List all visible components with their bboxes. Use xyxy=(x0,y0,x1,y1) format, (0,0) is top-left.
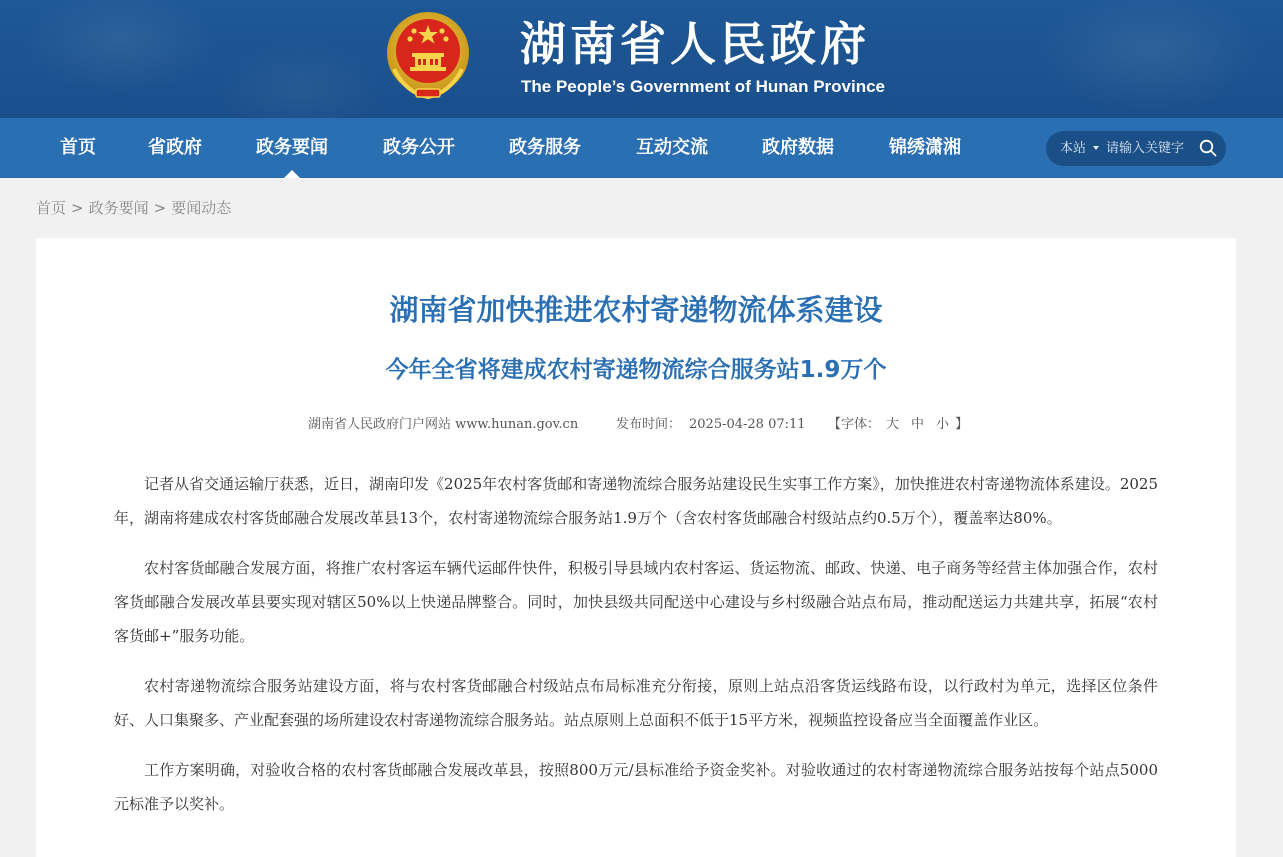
nav-item-government-services[interactable]: 政务服务 xyxy=(509,137,581,158)
font-size-large-button[interactable]: 大 xyxy=(886,417,900,432)
site-subtitle: The People’s Government of Hunan Province xyxy=(521,77,885,96)
search-scope-select[interactable]: 本站 xyxy=(1060,141,1087,156)
font-size-medium-button[interactable]: 中 xyxy=(911,417,925,432)
article-body xyxy=(114,467,1158,837)
search-box xyxy=(1046,131,1226,166)
breadcrumb-separator: > xyxy=(71,199,84,217)
search-icon[interactable] xyxy=(1199,139,1217,157)
nav-item-government-news[interactable]: 政务要闻 xyxy=(256,118,328,178)
publish-time-label: 发布时间： xyxy=(616,417,682,432)
article-paragraph: 农村客货邮融合发展方面，将推广农村客运车辆代运邮件快件，积极引导县域内农村客运、货运物流、邮政、快递、电子商务等经营主体加强合作，农村客货邮融合发展改革县要实现对辖区50%以上快递品牌整合。同时，加快县级共同配送中心建设与乡村级融合站点布局，推动配送运力共建共享，拓展“农村客货邮+”服务功能。 xyxy=(114,559,1158,645)
font-size-small-button[interactable]: 小 xyxy=(936,417,950,432)
article-title: 湖南省加快推进农村寄递物流体系建设 xyxy=(389,293,883,327)
article-paragraph: 农村寄递物流综合服务站建设方面，将与农村客货邮融合村级站点布局标准充分衔接，原则上站点沿客货运线路布设，以行政村为单元，选择区位条件好、人口集聚多、产业配套强的场所建设农村寄递物流综合服务站。站点原则上总面积不低于15平方米，视频监控设备应当全面覆盖作业区。 xyxy=(114,677,1158,729)
article-paragraph: 工作方案明确，对验收合格的农村客货邮融合发展改革县，按照800万元/县标准给予资金奖补。对验收通过的农村寄递物流综合服务站按每个站点5000元标准予以奖补。 xyxy=(114,761,1158,813)
site-title: 湖南省人民政府 xyxy=(520,17,870,71)
breadcrumb-government-news[interactable]: 政务要闻 xyxy=(88,199,149,217)
font-size-label: 【字体： xyxy=(828,417,881,432)
search-input[interactable] xyxy=(1106,137,1196,160)
article-paragraph: 记者从省交通运输厅获悉，近日，湖南印发《2025年农村客货邮和寄递物流综合服务站建设民生实事工作方案》，加快推进农村寄递物流体系建设。2025年，湖南将建成农村客货邮融合发展改革县13个，农村寄递物流综合服务站1.9万个（含农村客货邮融合村级站点约0.5万个），覆盖率达80%。 xyxy=(114,475,1158,527)
chevron-down-icon xyxy=(1093,146,1099,150)
nav-item-interaction[interactable]: 互动交流 xyxy=(636,137,708,158)
nav-item-beautiful-hunan[interactable]: 锦绣潇湘 xyxy=(889,137,961,158)
breadcrumb xyxy=(36,196,231,220)
nav-item-provincial-government[interactable]: 省政府 xyxy=(148,137,202,158)
font-size-control xyxy=(828,414,968,436)
nav-item-government-affairs-open[interactable]: 政务公开 xyxy=(383,137,455,158)
nav-item-government-data[interactable]: 政府数据 xyxy=(762,137,834,158)
site-header xyxy=(0,0,1283,118)
national-emblem-icon xyxy=(386,9,470,103)
article-meta xyxy=(36,414,1236,436)
article-container xyxy=(36,238,1236,857)
breadcrumb-home[interactable]: 首页 xyxy=(36,199,67,217)
breadcrumb-separator: > xyxy=(153,199,167,217)
article-source: 湖南省人民政府门户网站 www.hunan.gov.cn xyxy=(308,417,579,432)
breadcrumb-news-updates[interactable]: 要闻动态 xyxy=(171,199,232,217)
font-size-close: 】 xyxy=(955,417,969,432)
nav-item-home[interactable]: 首页 xyxy=(60,137,96,158)
article-subtitle: 今年全省将建成农村寄递物流综合服务站1.9万个 xyxy=(385,357,887,383)
publish-time: 2025-04-28 07:11 xyxy=(689,417,806,432)
